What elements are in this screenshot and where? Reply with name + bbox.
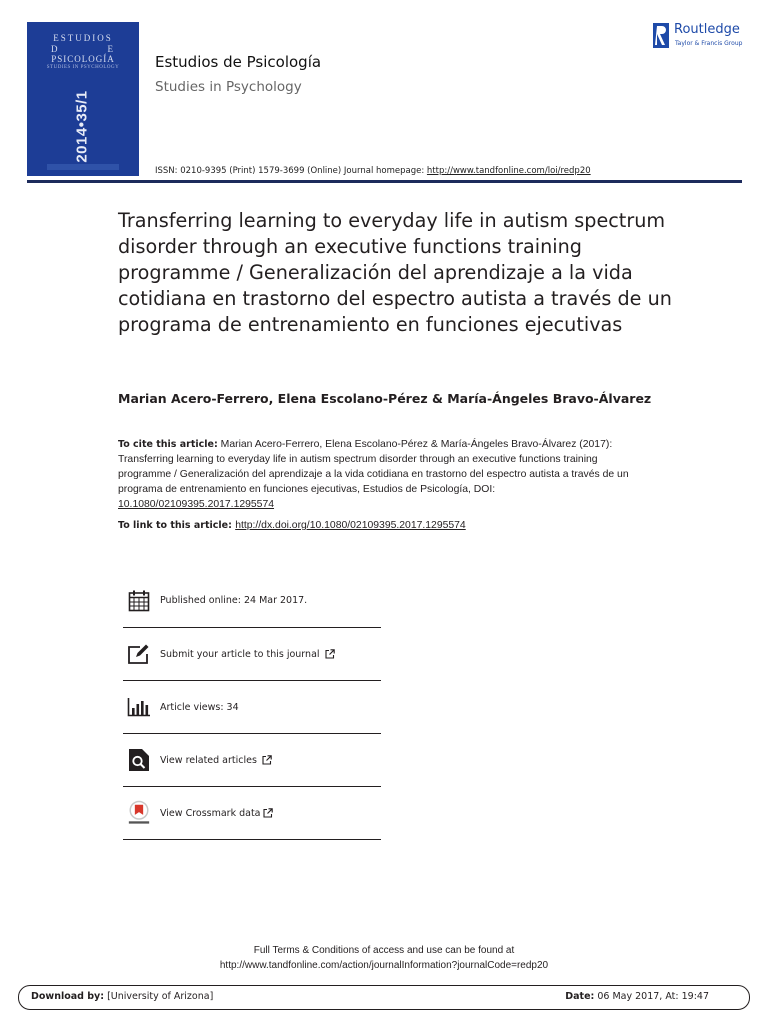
published-label: Published online: 24 Mar 2017.: [160, 595, 308, 606]
cite-text: Marian Acero-Ferrero, Elena Escolano-Pérez & María-Ángeles Bravo-Álvarez (2017): Transferring learning to everyday life in autism spectrum disorder through an executive functions training programme / Generalización del aprendizaje a la vida cotidiana en trastorno del espectro autista a través de un programa de entrenamiento en funciones ejecutivas, Estudios de Psicología, DOI:: [118, 439, 629, 495]
issn-text: ISSN: 0210-9395 (Print) 1579-3699 (Online) Journal homepage:: [155, 166, 427, 176]
cover-title-line1: ESTUDIOS: [53, 33, 113, 43]
terms-line1: Full Terms & Conditions of access and use can be found at: [253, 945, 515, 956]
download-date-label: Date:: [565, 991, 595, 1002]
cover-volume-text: 2014•35/1: [73, 90, 91, 163]
terms-notice: [0, 943, 768, 973]
download-by-label: Download by:: [31, 991, 105, 1002]
submit-label: Submit your article to this journal: [160, 648, 320, 660]
crossmark-label: View Crossmark data: [160, 807, 261, 819]
crossmark-icon: [127, 801, 151, 825]
terms-link[interactable]: http://www.tandfonline.com/action/journalInformation?journalCode=redp20: [219, 960, 549, 971]
issn-line: [155, 166, 591, 176]
routledge-r-icon: [652, 22, 670, 49]
info-row-submit[interactable]: [123, 628, 381, 681]
external-link-icon: [263, 808, 273, 818]
article-title: Transferring learning to everyday life in autism spectrum disorder through an executive functions training programme / Generalización del aprendizaje a la vida cotidiana en trastorno del espectro autista a través de un programa de entrenamiento en funciones ejecutivas: [118, 209, 672, 336]
journal-subtitle: Studies in Psychology: [155, 79, 302, 95]
cover-title-line3: PSICOLOGÍA: [51, 54, 115, 64]
header-rule: [27, 180, 742, 183]
related-label: View related articles: [160, 754, 257, 766]
cover-title-e: E: [107, 44, 115, 54]
publisher-name: Routledge: [674, 22, 740, 37]
bar-chart-icon: [127, 695, 151, 719]
cover-title-line2: [27, 44, 139, 54]
edit-icon: [127, 642, 151, 666]
journal-homepage-link[interactable]: http://www.tandfonline.com/loi/redp20: [426, 166, 591, 176]
download-by-value: [University of Arizona]: [104, 991, 214, 1002]
views-label: Article views: 34: [160, 701, 239, 713]
journal-cover: [27, 22, 139, 176]
download-date: [565, 991, 709, 1002]
calendar-icon: [127, 589, 151, 613]
cover-title-d: D: [51, 44, 60, 54]
article-authors: Marian Acero-Ferrero, Elena Escolano-Pérez & María-Ángeles Bravo-Álvarez: [118, 391, 652, 406]
external-link-icon: [262, 755, 272, 765]
info-row-related[interactable]: [123, 734, 381, 787]
article-info-list: [123, 574, 381, 840]
related-link[interactable]: [160, 755, 272, 766]
cover-subtitle: STUDIES IN PSYCHOLOGY: [46, 65, 120, 70]
info-row-published: [123, 574, 381, 628]
citation: [118, 437, 648, 512]
journal-title: Estudios de Psicología: [155, 53, 322, 71]
info-row-crossmark[interactable]: [123, 787, 381, 840]
download-by: [31, 991, 213, 1002]
download-info-bar: [18, 985, 750, 1010]
download-date-value: 06 May 2017, At: 19:47: [594, 991, 709, 1002]
search-icon: [127, 748, 151, 772]
info-row-views: [123, 681, 381, 734]
doi-link[interactable]: 10.1080/02109395.2017.1295574: [118, 499, 275, 510]
cover-footer-band: [47, 164, 119, 170]
article-link-line: [118, 520, 466, 531]
publisher-group: Taylor & Francis Group: [675, 40, 743, 47]
external-link-icon: [325, 649, 335, 659]
submit-link[interactable]: [160, 649, 335, 660]
crossmark-link[interactable]: [160, 808, 273, 819]
cite-label: To cite this article:: [118, 439, 218, 450]
cover-volume: [67, 92, 97, 164]
article-link[interactable]: http://dx.doi.org/10.1080/02109395.2017.1295574: [235, 520, 466, 531]
link-label: To link to this article:: [118, 520, 236, 531]
